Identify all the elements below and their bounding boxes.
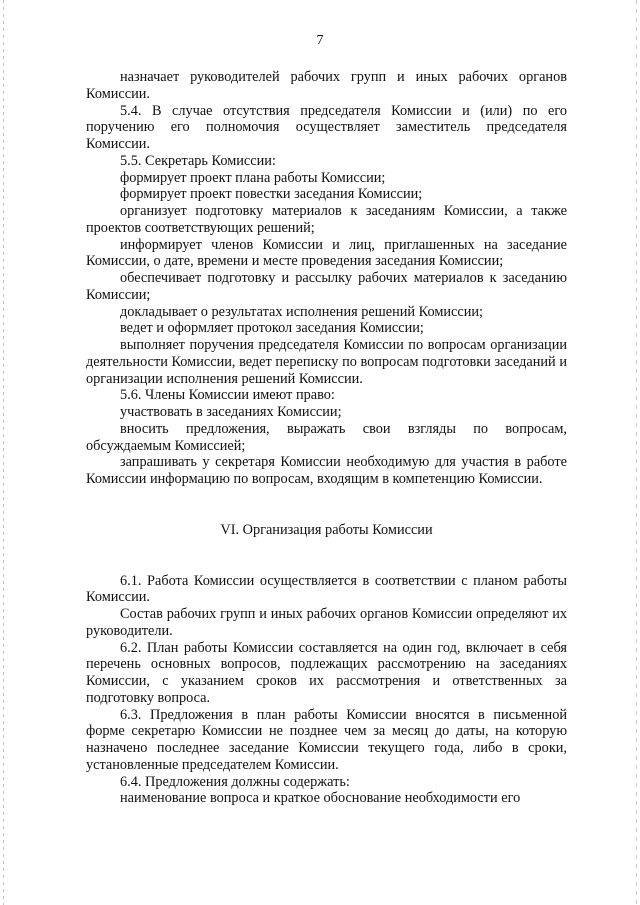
paragraph: 6.2. План работы Комиссии составляется на один год, включает в себя перечень основных вопросов, подлежащих рассмотрению на заседаниях Комиссии, с указанием сроков их рассмотрения и ответственных за подготовку вопроса.: [86, 639, 567, 706]
paragraph: докладывает о результатах исполнения решений Комиссии;: [120, 303, 483, 320]
spacer: [86, 488, 567, 522]
paragraph: 6.1. Работа Комиссии осуществляется в соответствии с планом работы Комиссии.: [86, 572, 567, 606]
paragraph: Состав рабочих групп и иных рабочих органов Комиссии определяют их руководители.: [86, 606, 567, 639]
paragraph: обеспечивает подготовку и рассылку рабочих материалов к заседанию Комиссии;: [86, 270, 567, 303]
paragraph: 6.4. Предложения должны содержать:: [120, 773, 350, 790]
section-6: [86, 573, 567, 808]
paragraph: ведет и оформляет протокол заседания Комиссии;: [120, 320, 424, 337]
paragraph: информирует членов Комиссии и лиц, приглашенных на заседание Комиссии, о дате, времени и месте проведения заседания Комиссии;: [86, 236, 567, 270]
paragraph: формирует проект повестки заседания Комиссии;: [120, 186, 423, 203]
paragraph: наименование вопроса и краткое обоснование необходимости его: [120, 790, 521, 807]
paragraph: 5.5. Секретарь Комиссии:: [120, 152, 276, 169]
paragraph: 5.6. Члены Комиссии имеют право:: [120, 387, 335, 404]
paragraph: организует подготовку материалов к заседаниям Комиссии, а также проектов соответствующих решений;: [86, 203, 567, 236]
spacer: [86, 539, 567, 573]
document-body: [86, 69, 567, 807]
section-heading: VI. Организация работы Комиссии: [220, 521, 433, 538]
paragraph: вносить предложения, выражать свои взгляды по вопросам, обсуждаемым Комиссией;: [86, 420, 567, 454]
section-5-continuation: [86, 69, 567, 488]
page-number: 7: [316, 33, 324, 48]
paragraph: формирует проект плана работы Комиссии;: [120, 169, 386, 186]
paragraph: запрашивать у секретаря Комиссии необходимую для участия в работе Комиссии информацию по вопросам, входящим в компетенцию Комиссии.: [86, 454, 567, 487]
paragraph: участвовать в заседаниях Комиссии;: [120, 404, 342, 420]
paragraph: 6.3. Предложения в план работы Комиссии вносятся в письменной форме секретарю Комиссии не позднее чем за месяц до даты, на которую назначено последнее заседание Комиссии текущего года, либо в сроки, установленные председателем Комиссии.: [86, 706, 567, 773]
paragraph: выполняет поручения председателя Комиссии по вопросам организации деятельности Комиссии, ведет переписку по вопросам подготовки заседаний и организации исполнения решений Комиссии.: [86, 337, 567, 387]
paragraph: 5.4. В случае отсутствия председателя Комиссии и (или) по его поручению его полномочия осуществляет заместитель председателя Комиссии.: [86, 102, 567, 152]
paragraph: назначает руководителей рабочих групп и иных рабочих органов Комиссии.: [86, 69, 567, 102]
scan-edge-left: [3, 0, 4, 905]
scan-edge-right: [636, 0, 637, 905]
